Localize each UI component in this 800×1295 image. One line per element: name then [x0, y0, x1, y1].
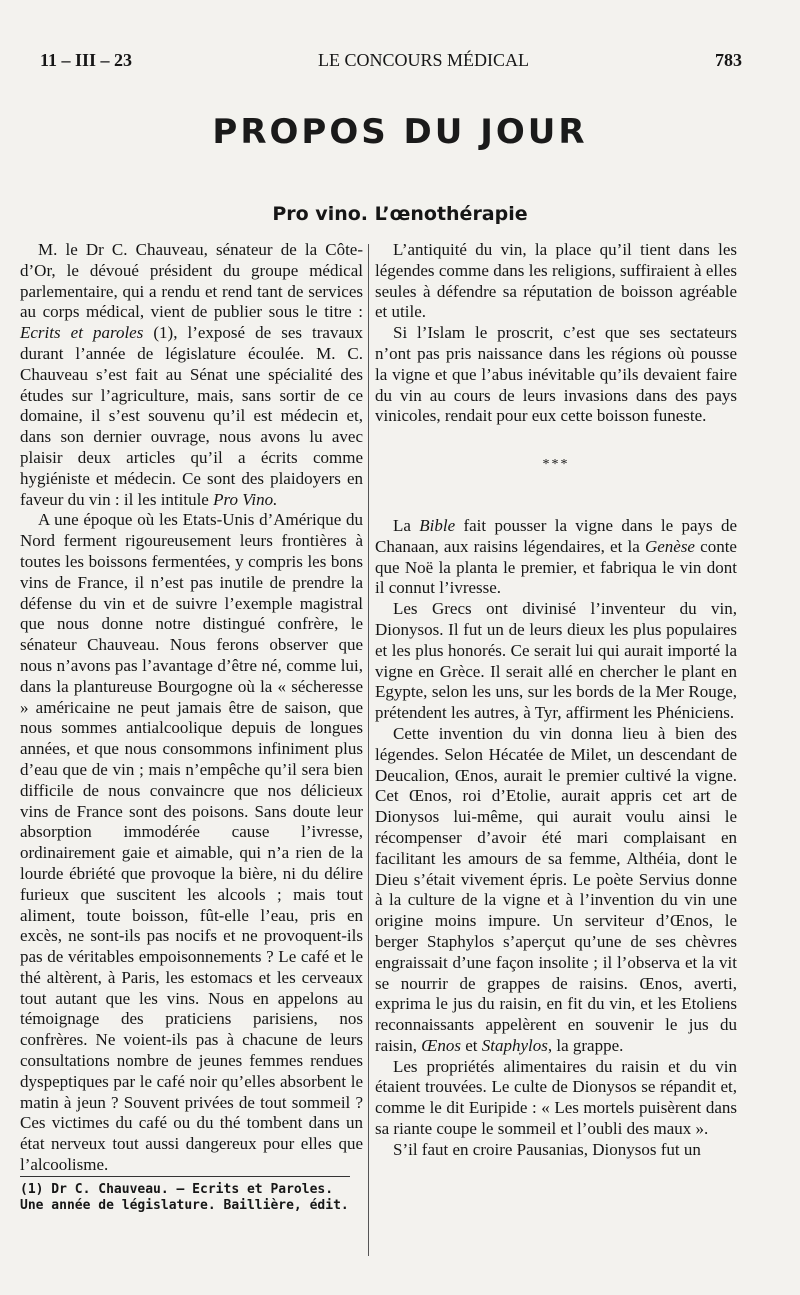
column-divider: [368, 244, 369, 1256]
article-subtitle: Pro vino. L’œnothérapie: [272, 203, 528, 225]
section-title: PROPOS DU JOUR: [212, 112, 588, 152]
paragraph: A une époque où les Etats-Unis d’Amérique du Nord ferment rigoureusement leurs frontières à toutes les boissons fermentées, y compris les bons vins de France, il n’est pas inutile de prendre la défense du vin et de suivre l’exemple magistral que nous donne notre distingué confrère, le sénateur Chauveau. Nous ferons observer que nous n’avons pas l’avantage d’être né, comme lui, dans la plantureuse Bourgogne où la « sécheresse » américaine ne peut jamais être de saison, que nous sommes antialcoolique depuis de longues années, et que nous consommons infiniment plus d’eau que de vin ; mais n’empêche qu’il sera bien difficile de nous convaincre que nos délicieux vins de France sont des poisons. Sans doute leur absorption immodérée cause l’ivresse, ordinairement gaie et aimable, qui n’a rien de la lourde ébriété que provoque la bière, ni du délire furieux que suscitent les alcools ; mais tout aliment, toute boisson, fût-elle l’eau, pris en excès, ne sont-ils pas nocifs et ne provoquent-ils pas de véritables empoisonnements ? Le café et le thé altèrent, à Paris, les estomacs et les cerveaux tout autant que les vins. Nous en appelons au témoignage des praticiens parisiens, nos confrères. Ne voient-ils pas à chacune de leurs consultations nombre de jeunes femmes rendues dyspeptiques par le café noir qu’elles absorbent le matin à jeun ? Souvent privées de tout sommeil ? Ces victimes du café ou du thé tombent dans un état nerveux tout aussi dangereux pour elles que l’alcoolisme.: [20, 510, 363, 1175]
journal-name: LE CONCOURS MÉDICAL: [318, 49, 530, 70]
paragraph: Les Grecs ont divinisé l’inventeur du vin, Dionysos. Il fut un de leurs dieux les plus populaires et les plus honorés. Ce serait lui qui aurait importé la vigne en Grèce. Il serait allé en chercher le plant en Egypte, selon les uns, sur les bords de la Mer Rouge, prétendent les autres, à Tyr, affirment les Phéniciens.: [375, 599, 737, 723]
footnote-rule: [20, 1176, 350, 1177]
paragraph: La Bible fait pousser la vigne dans le pays de Chanaan, aux raisins légendaires, et la Genèse conte que Noë la planta le premier, et fabriqua le vin dont il connut l’ivresse.: [375, 515, 738, 598]
running-header: [40, 45, 742, 75]
paragraph: M. le Dr C. Chauveau, sénateur de la Côte-d’Or, le dévoué président du groupe médical parlementaire, qui a rendu et rend tant de services au corps médical, vient de publier sous le titre : Ecrits et paroles (1), l’exposé de ses travaux durant l’année de législature écoulée. M. C. Chauveau s’est fait au Sénat une spécialité des études sur l’agriculture, mais, sans sortir de ce domaine, il s’est souvenu qu’il est médecin et, dans son dernier ouvrage, nous avons lu avec plaisir deux articles qu’il a écrits comme hygiéniste et médecin. Ce sont des plaidoyers en faveur du vin : il les intitule Pro Vino.: [20, 240, 363, 509]
right-column: [375, 240, 737, 1161]
paragraph: Cette invention du vin donna lieu à bien des légendes. Selon Hécatée de Milet, un descendant de Deucalion, Œnos, aurait le premier cultivé la vigne. Cet Œnos, roi d’Etolie, aurait appris cet art de Dionysos lui-même, qui aurait voulu ainsi le récompenser d’avoir été mari complaisant en facilitant les amours de sa femme, Althéia, dont le Dieu s’était vivement épris. Le poète Servius donne à la culture de la vigne et à l’invention du vin une origine moins impure. Un serviteur d’Œnos, le berger Staphylos s’aperçut qu’une de ses chèvres engraissait d’une façon insolite ; il l’observa et la vit se nourrir de grappes de raisins. Œnos, averti, exprima le jus du raisin, en fit du vin, et les Etoliens reconnaissants appelèrent en souvenir le jus du raisin, Œnos et Staphylos, la grappe.: [375, 723, 737, 1055]
page-number: 783: [714, 49, 742, 70]
footnote: (1) Dr C. Chauveau. — Ecrits et Paroles. Une année de législature. Baillière, édit.: [20, 1182, 349, 1213]
section-separator: ***: [542, 457, 570, 473]
left-column: [20, 240, 363, 1176]
paragraph: Les propriétés alimentaires du raisin et du vin étaient trouvées. Le culte de Dionysos se répandit et, comme le dit Euripide : « Les mortels puisèrent dans sa riante coupe le sommeil et l’oubli des maux ».: [375, 1056, 737, 1139]
paragraph: Si l’Islam le proscrit, c’est que ses sectateurs n’ont pas pris naissance dans les régions où pousse la vigne et que l’abus inévitable qu’ils devaient faire du vin au cours de leurs invasions dans des pays vinicoles, rendait pour eux cette boisson funeste.: [375, 323, 737, 426]
paragraph: S’il faut en croire Pausanias, Dionysos fut un: [393, 1139, 701, 1159]
issue-date: 11 – III – 23: [40, 49, 133, 70]
paragraph: L’antiquité du vin, la place qu’il tient dans les légendes comme dans les religions, suffiraient à elles seules à défendre sa réputation de boisson agréable et utile.: [375, 240, 737, 322]
